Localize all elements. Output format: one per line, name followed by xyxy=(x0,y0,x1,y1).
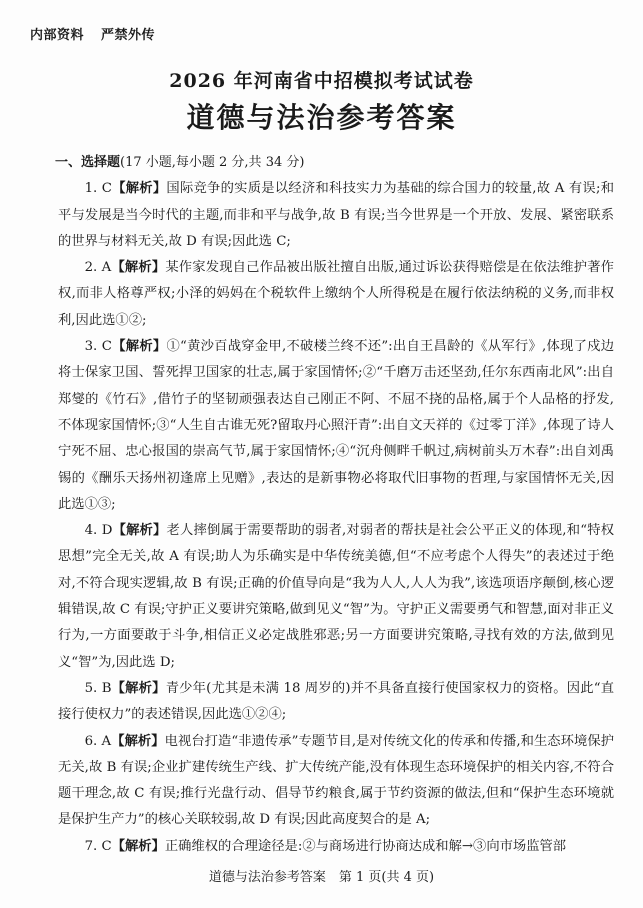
answer-item-1 xyxy=(58,176,614,255)
answer-item-4 xyxy=(58,518,614,676)
answer-text: ①“黄沙百战穿金甲,不破楼兰终不还”:出自王昌龄的《从军行》,体现了戍边将士保家卫国、誓死捍卫国家的壮志,属于家国情怀;②“千磨万击还坚劲,任尔东西南北风”:出自郑燮的《竹石》,借竹子的坚韧顽强表达自己刚正不阿、不屈不挠的品格,属于个人品格的抒发,不体现家国情怀;③“人生自古谁无死?留取丹心照汗青”:出自文天祥的《过零丁洋》,体现了诗人宁死不屈、忠心报国的崇高气节,属于家国情怀;④“沉舟侧畔千帆过,病树前头万木春”:出自刘禹锡的《酬乐天扬州初逢席上见赠》,表达的是新事物必将取代旧事物的哲理,与家国情怀无关,因此选①③; xyxy=(58,339,615,512)
analysis-tag: 【解析】 xyxy=(111,680,166,696)
answer-key-title: 道德与法治参考答案 xyxy=(186,101,457,134)
answer-item-5 xyxy=(58,676,614,729)
answer-text: 老人摔倒属于需要帮助的弱者,对弱者的帮扶是社会公平正义的体现,和“特权思想”完全无关,故 A 有误;助人为乐确实是中华传统美德,但“不应考虑个人得失”的表述过于绝对,不符合现实逻辑,故 B 有误;正确的价值导向是“我为人人,人人为我”,该选项语序颠倒,核心逻辑错误,故 C 有误;守护正义要讲究策略,做到见义“智”为。守护正义需要勇气和智慧,面对非正义行为,一方面要敢于斗争,相信正义必定战胜邪恶;另一方面要讲究策略,寻找有效的方法,做到见义“智”为,因此选 D; xyxy=(58,523,614,670)
answer-content xyxy=(55,150,615,860)
answer-text: 电视台打造“非遗传承”专题节目,是对传统文化的传承和传播,和生态环境保护无关,故 B 有误;企业扩建传统生产线、扩大传统产能,没有体现生态环境保护的相关内容,不符合题干理念,故 C 有误;推行光盘行动、倡导节约粮食,属于节约资源的做法,但和“保护生态环境就是保护生产力”的核心关联较弱,故 D 有误;因此高度契合的是 A; xyxy=(58,733,614,828)
answer-text: 国际竞争的实质是以经济和科技实力为基础的综合国力的较量,故 A 有误;和平与发展是当今时代的主题,而非和平与战争,故 B 有误;当今世界是一个开放、发展、紧密联系的世界与材料无关,故 D 有误;因此选 C; xyxy=(58,181,615,249)
page-footer: 道德与法治参考答案 第 1 页(共 4 页) xyxy=(208,870,435,885)
answer-text: 青少年(尤其是未满 18 周岁的)并不具备直接行使国家权力的资格。因此“直接行使权力”的表述错误,因此选①②④; xyxy=(58,680,615,723)
answer-number: 6. A xyxy=(84,733,112,749)
exam-title: 2026 年河南省中招模拟考试试卷 xyxy=(169,70,474,92)
answer-item-6 xyxy=(58,729,614,834)
analysis-tag: 【解析】 xyxy=(111,838,165,854)
answer-text: 正确维权的合理途径是:②与商场进行协商达成和解→③向市场监管部 xyxy=(164,838,567,854)
answer-text: 某作家发现自己作品被出版社擅自出版,通过诉讼获得赔偿是在依法维护著作权,而非人格尊严权;小泽的妈妈在个税软件上缴纳个人所得税是在履行依法纳税的义务,而非权利,因此选①②; xyxy=(58,260,614,328)
answer-number: 5. B xyxy=(84,680,112,696)
answer-item-3 xyxy=(58,334,614,518)
section-heading-label: 一、选择题 xyxy=(55,155,121,170)
answer-number: 7. C xyxy=(84,838,112,854)
confidential-note xyxy=(30,24,155,43)
answer-number: 1. C xyxy=(84,181,112,197)
no-distribution-label: 严禁外传 xyxy=(101,28,156,43)
answer-number: 4. D xyxy=(84,523,113,539)
analysis-tag: 【解析】 xyxy=(111,181,167,197)
answer-item-2 xyxy=(58,255,614,334)
answer-item-7 xyxy=(58,834,614,860)
analysis-tag: 【解析】 xyxy=(111,339,167,355)
analysis-tag: 【解析】 xyxy=(111,733,165,749)
section-heading xyxy=(55,150,614,176)
answer-number: 3. C xyxy=(84,339,112,355)
analysis-tag: 【解析】 xyxy=(111,260,166,276)
analysis-tag: 【解析】 xyxy=(112,523,167,539)
answer-number: 2. A xyxy=(84,260,112,276)
internal-material-label: 内部资料 xyxy=(30,28,85,43)
section-heading-detail: (17 小题,每小题 2 分,共 34 分) xyxy=(120,155,305,170)
